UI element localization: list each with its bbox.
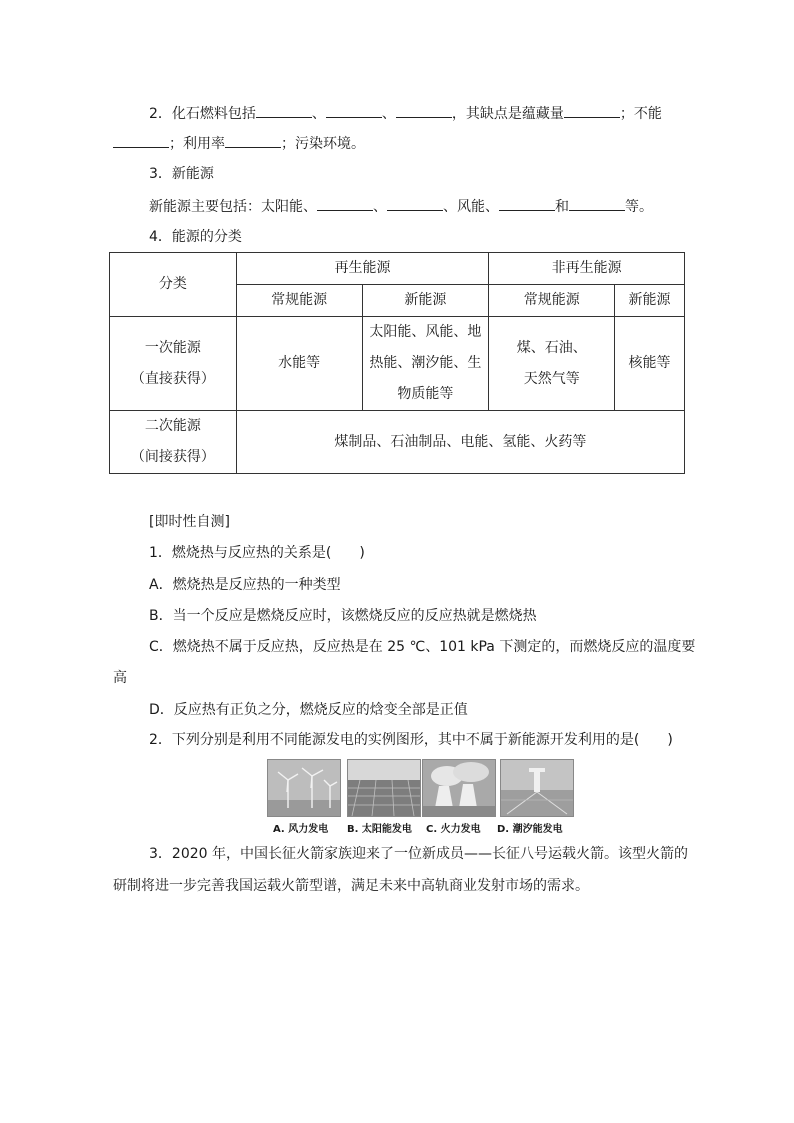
- caption-tidal: D. 潮汐能发电: [497, 824, 563, 835]
- cell-primary-renewable-new: 太阳能、风能、地 热能、潮汐能、生 物质能等: [362, 317, 489, 411]
- selftest-q1-option-d[interactable]: D．反应热有正负之分，燃烧反应的焓变全部是正值: [149, 702, 468, 718]
- cell-primary-nonrenewable-new: 核能等: [615, 317, 685, 411]
- selftest-q3-line-1: 3．2020 年，中国长征火箭家族迎来了一位新成员——长征八号运载火箭。该型火箭的: [149, 846, 688, 862]
- selftest-q3-line-2: 研制将进一步完善我国运载火箭型谱，满足未来中高轨商业发射市场的需求。: [113, 878, 589, 894]
- selftest-q1-option-c-cont: 高: [113, 670, 127, 686]
- caption-wind: A. 风力发电: [273, 824, 329, 835]
- cell-primary-renewable-conventional: 水能等: [236, 317, 362, 411]
- header-category: 分类: [110, 253, 237, 317]
- blank-fossil-3[interactable]: [396, 103, 452, 118]
- blank-fossil-2[interactable]: [326, 103, 382, 118]
- q2-text-b: ，其缺点是蕴藏量: [451, 106, 564, 122]
- selftest-q1-option-c[interactable]: C．燃烧热不属于反应热，反应热是在 25 ℃、101 kPa 下测定的，而燃烧反应的温度要: [149, 639, 696, 655]
- wind-power-image[interactable]: [267, 759, 341, 817]
- thermal-power-image[interactable]: [422, 759, 496, 817]
- q4-title: 4．能源的分类: [149, 229, 242, 245]
- q3-title: 3．新能源: [149, 166, 214, 182]
- energy-classification-table: [109, 252, 685, 474]
- header-renewable: 再生能源: [236, 253, 489, 285]
- selftest-q2: 2．下列分别是利用不同能源发电的实例图形，其中不属于新能源开发利用的是( ): [149, 732, 673, 748]
- blank-new-4[interactable]: [569, 196, 625, 211]
- cell-primary-nonrenewable-conventional: 煤、石油、 天然气等: [489, 317, 615, 411]
- blank-fossil-1[interactable]: [256, 103, 312, 118]
- blank-efficiency[interactable]: [225, 133, 281, 148]
- cell-secondary-value: 煤制品、石油制品、电能、氢能、火药等: [236, 411, 684, 474]
- q2-text-c: ；不能: [619, 106, 662, 122]
- selftest-q1-option-a[interactable]: A．燃烧热是反应热的一种类型: [149, 577, 341, 593]
- power-generation-images: [267, 759, 567, 839]
- row-label-secondary: 二次能源 （间接获得）: [110, 411, 237, 474]
- q2-text-d: ；利用率: [169, 136, 225, 152]
- blank-new-3[interactable]: [499, 196, 555, 211]
- header-nonrenewable: 非再生能源: [489, 253, 685, 285]
- solar-power-image[interactable]: [347, 759, 421, 817]
- blank-new-1[interactable]: [317, 196, 373, 211]
- header-new: 新能源: [615, 285, 685, 317]
- q2-text-a: 2．化石燃料包括: [149, 106, 256, 122]
- row-label-primary: 一次能源 （直接获得）: [110, 317, 237, 411]
- header-conventional: 常规能源: [489, 285, 615, 317]
- caption-thermal: C. 火力发电: [426, 824, 481, 835]
- selftest-q1: 1．燃烧热与反应热的关系是( ): [149, 545, 365, 561]
- caption-solar: B. 太阳能发电: [347, 824, 412, 835]
- tidal-power-image[interactable]: [500, 759, 574, 817]
- header-conventional: 常规能源: [236, 285, 362, 317]
- q2-text-e: ；污染环境。: [281, 136, 365, 152]
- q2-line-1: 2．化石燃料包括 、 、 ，其缺点是蕴藏量 ；不能: [149, 103, 662, 124]
- selftest-q1-option-b[interactable]: B．当一个反应是燃烧反应时，该燃烧反应的反应热就是燃烧热: [149, 608, 537, 624]
- selftest-heading: [即时性自测]: [149, 514, 230, 530]
- blank-reserves[interactable]: [564, 103, 620, 118]
- header-new: 新能源: [362, 285, 489, 317]
- q3-line: 新能源主要包括：太阳能、 、 、风能、 和 等。: [149, 196, 653, 217]
- q2-line-2: [113, 133, 365, 154]
- blank-new-2[interactable]: [387, 196, 443, 211]
- blank-renewability[interactable]: [113, 133, 169, 148]
